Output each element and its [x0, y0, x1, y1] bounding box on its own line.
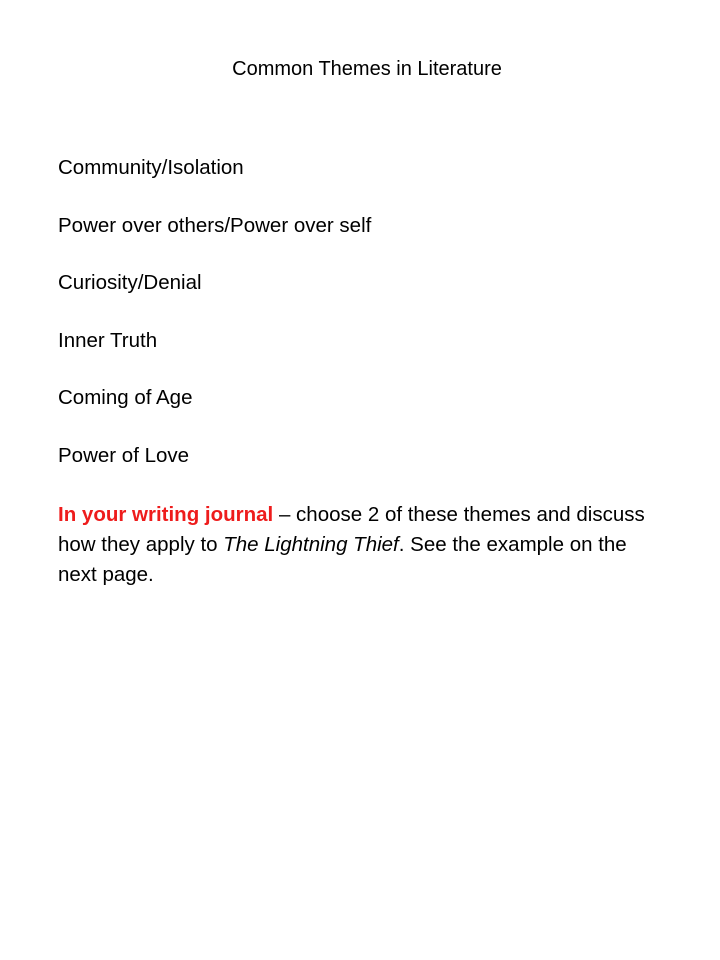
instruction-highlight: In your writing journal: [58, 503, 274, 526]
theme-item-curiosity-denial: Curiosity/Denial: [58, 271, 202, 295]
page-title: Common Themes in Literature: [232, 58, 502, 80]
theme-item-power-of-love: Power of Love: [58, 443, 190, 467]
theme-list: [58, 153, 371, 499]
journal-instruction: [58, 500, 658, 590]
instruction-text-before-title: – choose 2 of these themes and discuss how they apply to: [58, 503, 645, 556]
theme-item-inner-truth: Inner Truth: [58, 328, 158, 352]
book-title: The Lightning Thief: [223, 533, 399, 556]
theme-item-power-over-others: Power over others/Power over self: [58, 213, 372, 237]
theme-item-coming-of-age: Coming of Age: [58, 386, 193, 410]
instruction-text-after-title: . See the example on the next page.: [58, 533, 627, 586]
theme-item-community-isolation: Community/Isolation: [58, 156, 244, 179]
